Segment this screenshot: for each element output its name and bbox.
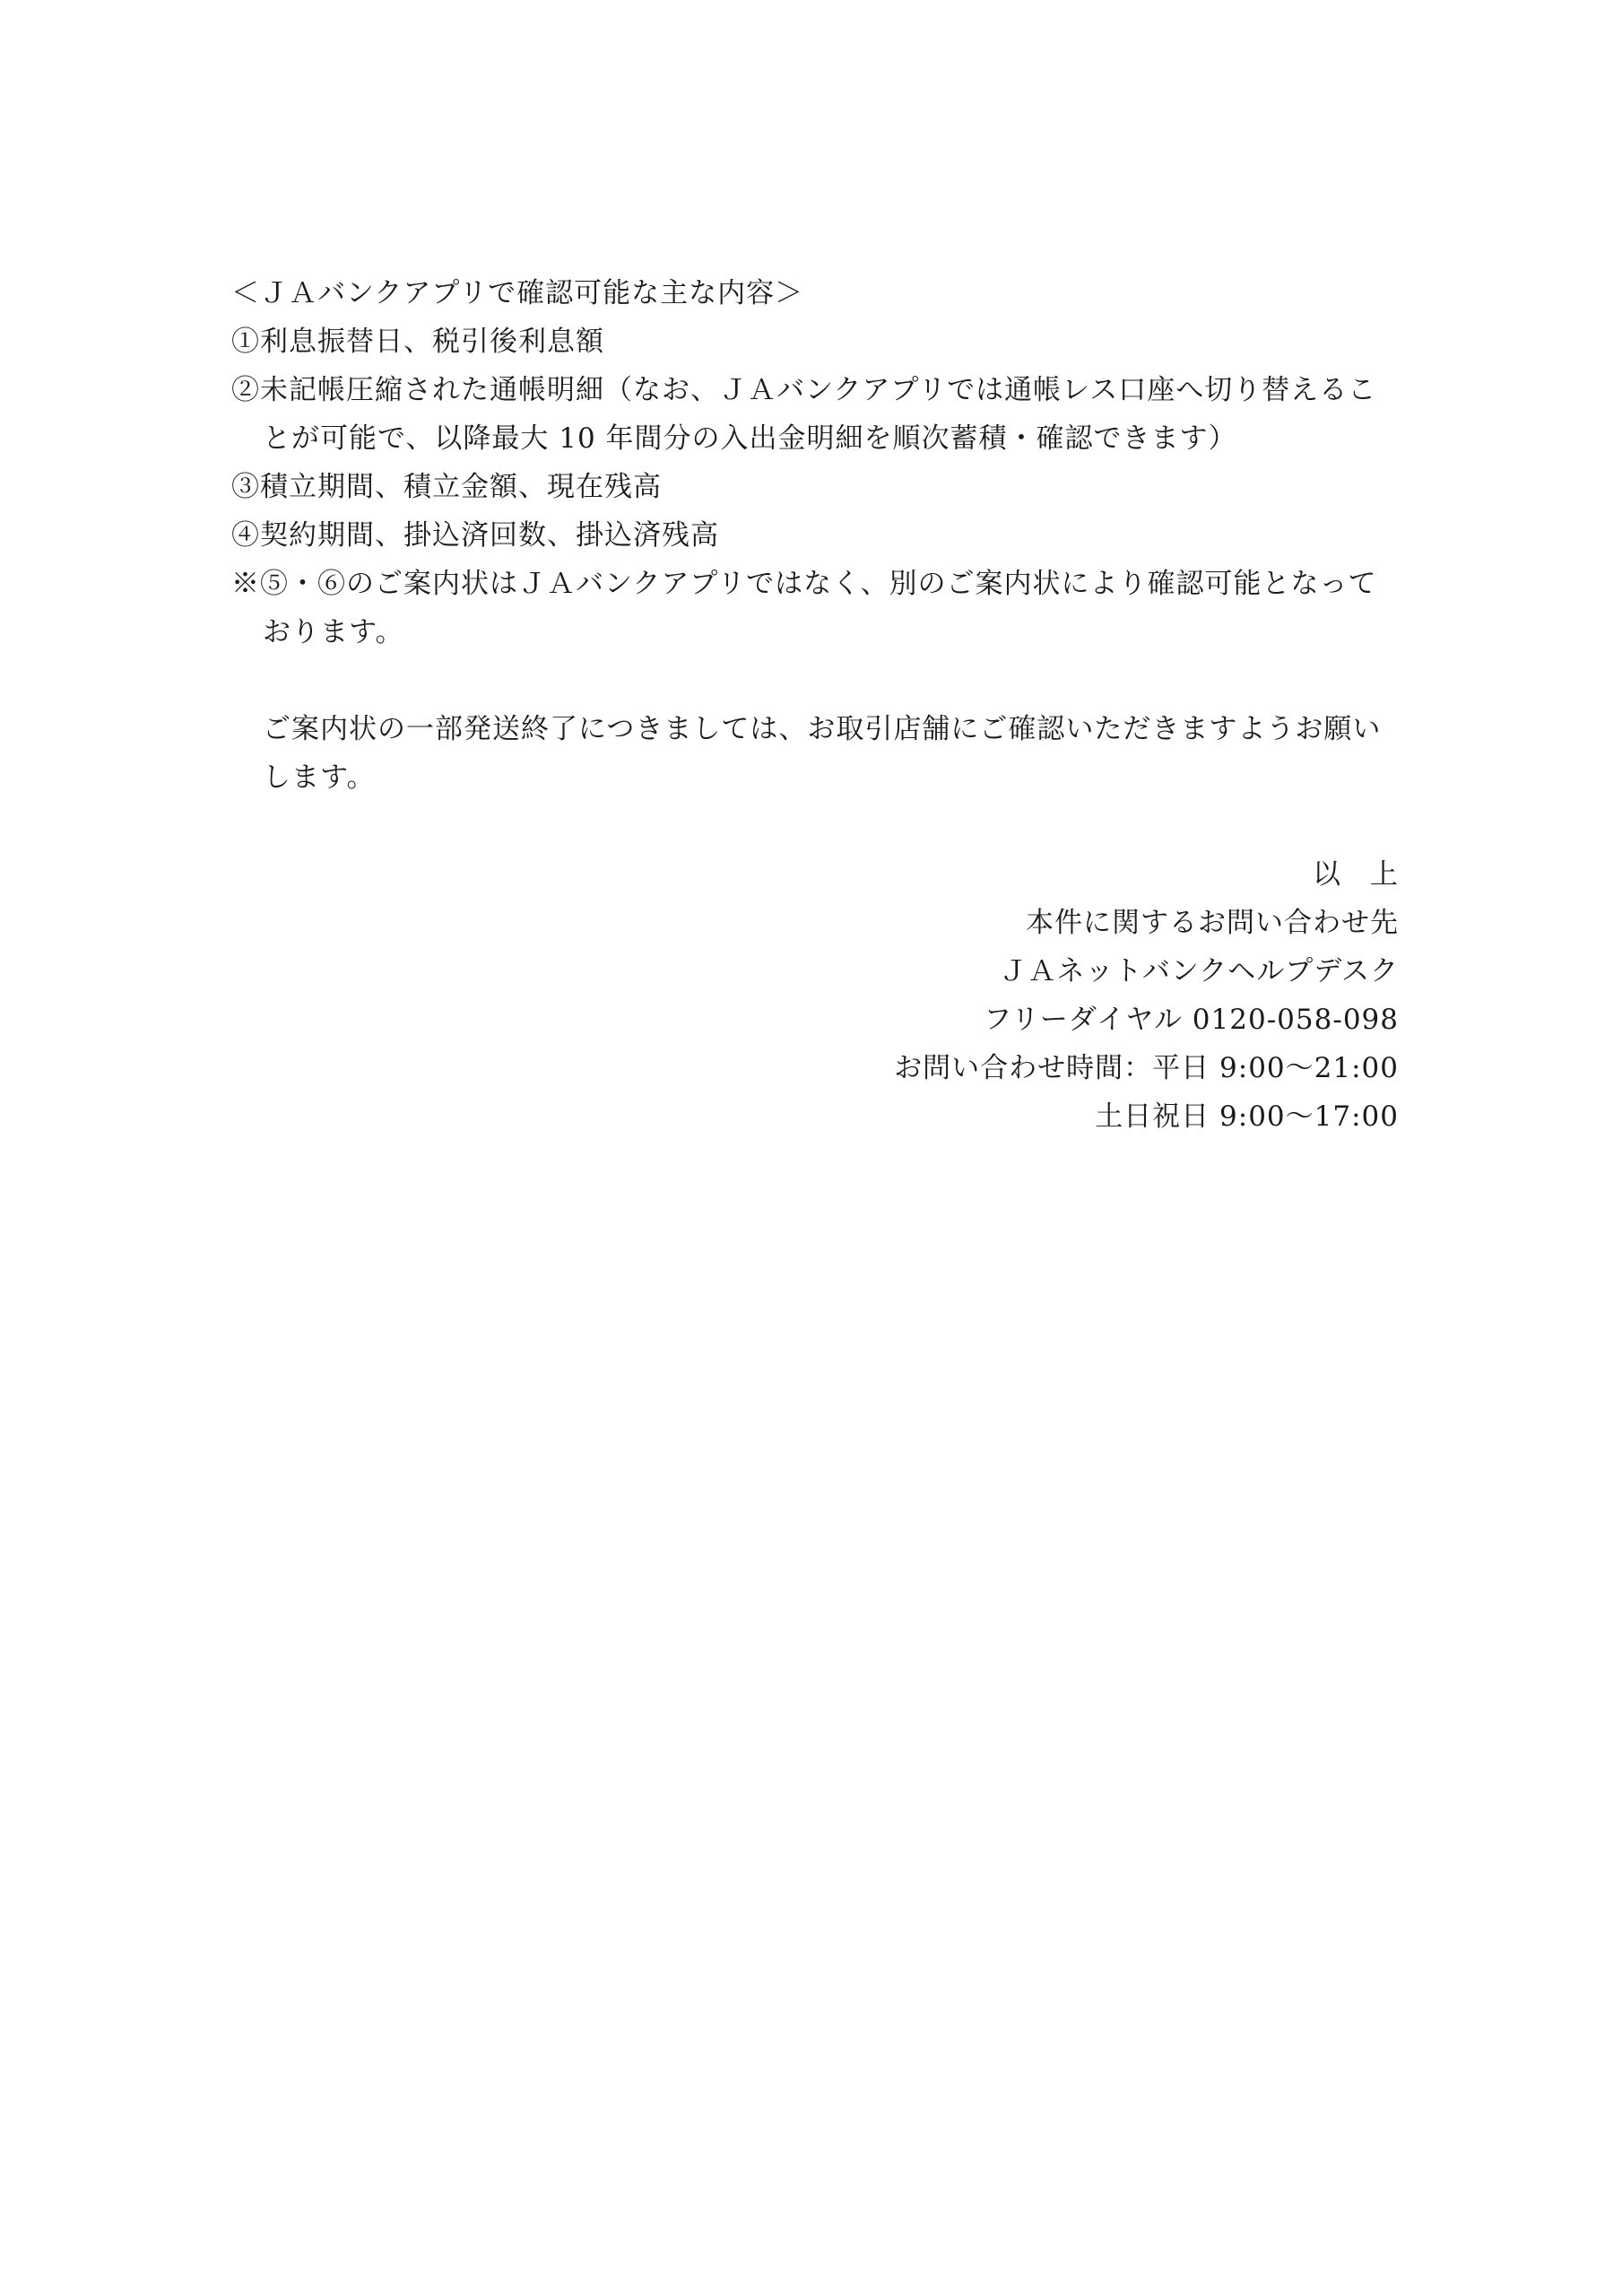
contact-hours-weekday: お問い合わせ時間：平日 9:00～21:00: [894, 1052, 1399, 1084]
contact-phone: フリーダイヤル 0120-058-098: [984, 1004, 1399, 1036]
spacer: [231, 657, 1399, 705]
note-line-1: ※⑤・⑥のご案内状はＪＡバンクアプリではなく、別のご案内状により確認可能となって: [231, 568, 1377, 600]
item-2-line-2: とが可能で、以降最大 10 年間分の入出金明細を順次蓄積・確認できます）: [263, 422, 1237, 455]
closing-mark: 以 上: [1313, 858, 1399, 891]
contact-desk: ＪＡネットバンクヘルプデスク: [999, 955, 1399, 987]
item-3: ③積立期間、積立金額、現在残高: [231, 471, 662, 503]
contact-block: [231, 899, 1399, 1141]
note-line-2: おります。: [263, 616, 404, 648]
document-body: [231, 269, 1399, 1141]
item-4: ④契約期間、掛込済回数、掛込済残高: [231, 519, 719, 552]
contact-title: 本件に関するお問い合わせ先: [1026, 907, 1399, 939]
notice-line-1: ご案内状の一部発送終了につきましては、お取引店舗にご確認いただきますようお願い: [263, 713, 1382, 745]
notice-line-2: します。: [263, 761, 376, 794]
section-heading: ＜ＪＡバンクアプリで確認可能な主な内容＞: [231, 277, 804, 309]
contact-hours-weekend: 土日祝日 9:00～17:00: [1095, 1100, 1399, 1133]
item-2-line-1: ②未記帳圧縮された通帳明細（なお、ＪＡバンクアプリでは通帳レス口座へ切り替えるこ: [231, 374, 1377, 406]
item-1: ①利息振替日、税引後利息額: [231, 326, 604, 358]
